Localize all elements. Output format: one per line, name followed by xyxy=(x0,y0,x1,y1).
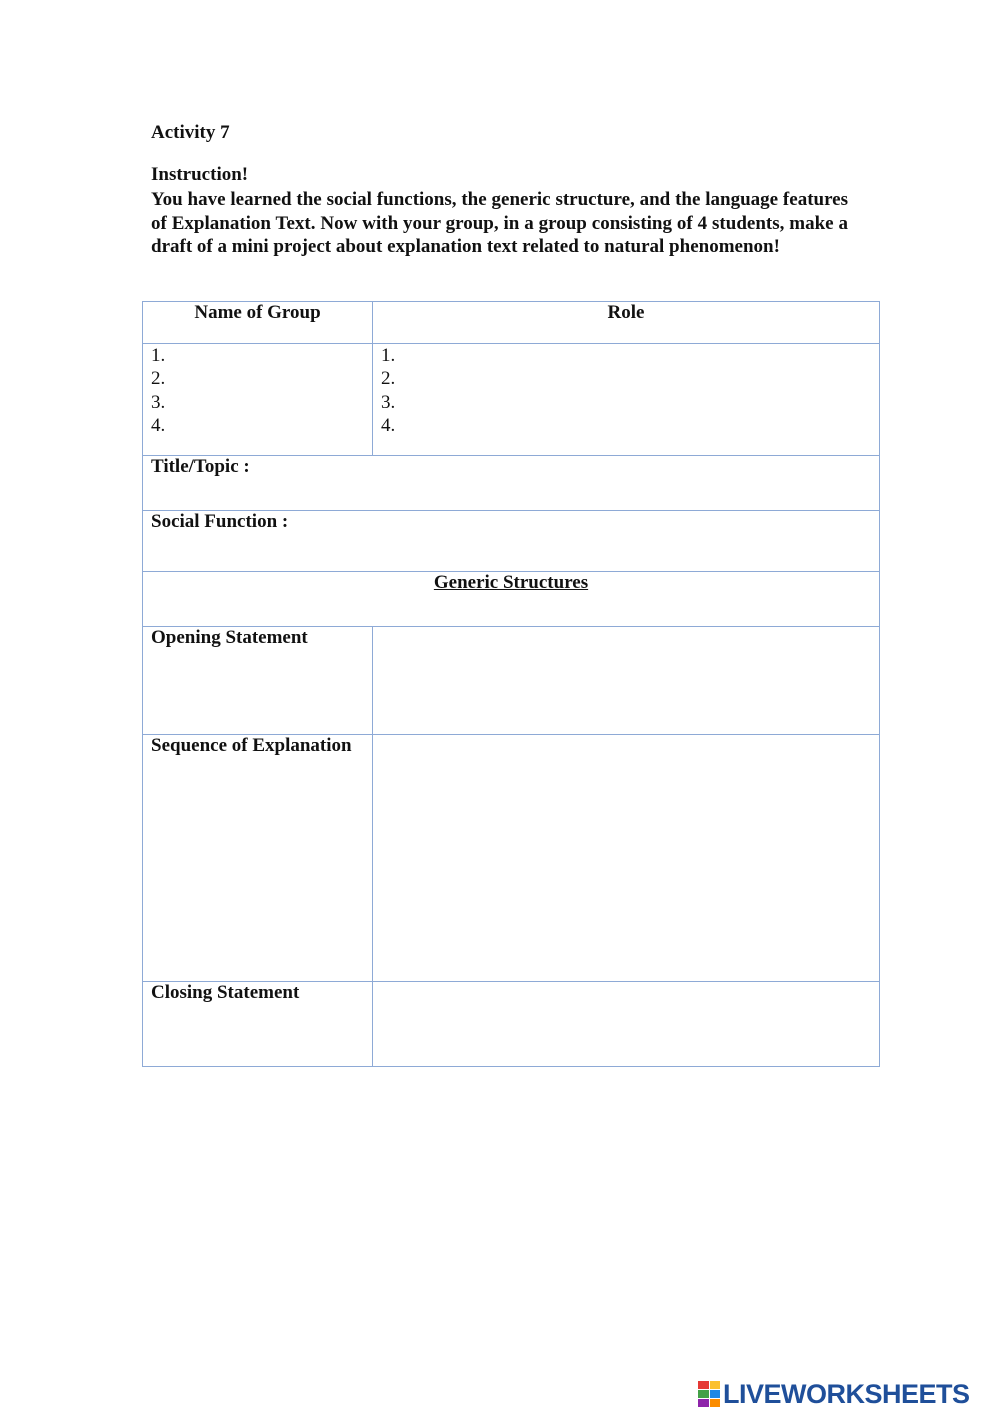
opening-statement-row xyxy=(143,627,880,735)
sequence-of-explanation-row xyxy=(143,735,880,982)
title-topic-row xyxy=(143,456,880,511)
role-header: Role xyxy=(373,302,880,344)
liveworksheets-logo xyxy=(698,1379,970,1409)
generic-structures-row xyxy=(143,572,880,627)
closing-statement-answer[interactable] xyxy=(373,982,880,1067)
instruction-body: You have learned the social functions, the generic structure, and the language features of Explanation Text. Now with your group, in a group consisting of 4 students, make a draft of a mini project about explanation text related to natural phenomenon! xyxy=(151,189,848,257)
opening-statement-answer[interactable] xyxy=(373,627,880,735)
title-topic-cell[interactable] xyxy=(143,456,880,511)
logo-block xyxy=(698,1381,709,1389)
liveworksheets-logo-icon xyxy=(698,1381,720,1407)
opening-statement-label: Opening Statement xyxy=(143,627,373,735)
worksheet-table xyxy=(142,301,880,1067)
group-names-list xyxy=(151,344,364,437)
logo-block xyxy=(698,1390,709,1398)
title-topic-label: Title/Topic : xyxy=(151,456,250,477)
liveworksheets-logo-text: LIVEWORKSHEETS xyxy=(723,1378,970,1409)
instruction-heading: Instruction! xyxy=(151,164,249,185)
group-name-item: 4. xyxy=(151,414,166,436)
group-name-item: 1. xyxy=(151,345,166,366)
sequence-of-explanation-label: Sequence of Explanation xyxy=(143,735,373,982)
role-item: 4. xyxy=(381,414,396,436)
logo-block xyxy=(710,1399,721,1407)
logo-block xyxy=(698,1399,709,1407)
group-name-item: 3. xyxy=(151,391,166,413)
header-row xyxy=(143,302,880,344)
generic-structures-heading: Generic Structures xyxy=(433,572,589,593)
members-row xyxy=(143,344,880,456)
closing-statement-label: Closing Statement xyxy=(143,982,373,1067)
social-function-cell[interactable] xyxy=(143,511,880,572)
group-names-cell[interactable] xyxy=(143,344,373,456)
closing-statement-row xyxy=(143,982,880,1067)
roles-list xyxy=(381,344,871,437)
sequence-of-explanation-answer[interactable] xyxy=(373,735,880,982)
roles-cell[interactable] xyxy=(373,344,880,456)
generic-structures-cell xyxy=(143,572,880,627)
social-function-label: Social Function : xyxy=(151,511,289,532)
name-of-group-header: Name of Group xyxy=(143,302,373,344)
activity-title: Activity 7 xyxy=(151,122,230,143)
logo-block xyxy=(710,1390,721,1398)
logo-block xyxy=(710,1381,721,1389)
role-item: 3. xyxy=(381,391,396,413)
group-name-item: 2. xyxy=(151,368,166,390)
role-item: 2. xyxy=(381,368,396,390)
social-function-row xyxy=(143,511,880,572)
role-item: 1. xyxy=(381,345,396,366)
